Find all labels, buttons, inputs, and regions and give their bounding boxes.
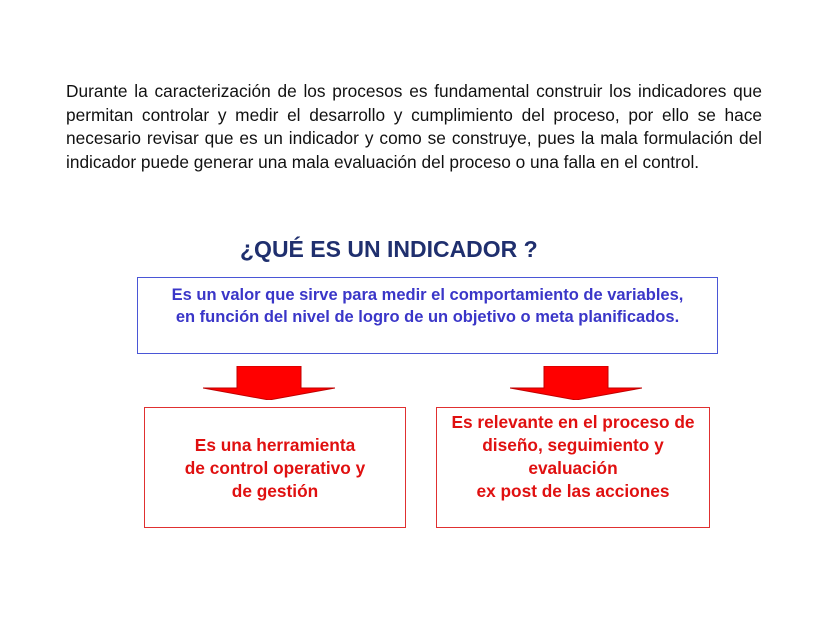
control-tool-line-1: Es una herramienta bbox=[194, 435, 356, 455]
relevance-line-2: diseño, seguimiento y bbox=[482, 435, 664, 455]
down-arrow-icon bbox=[510, 366, 642, 400]
down-arrow-icon bbox=[203, 366, 335, 400]
relevance-box bbox=[436, 407, 710, 528]
relevance-line-3: evaluación bbox=[528, 458, 618, 478]
intro-paragraph: Durante la caracterización de los procesos es fundamental construir los indicadores que permitan controlar y medir el desarrollo y cumplimiento del proceso, por ello se hace necesario revisar que es un indicador y como se construye, pues la mala formulación del indicador puede generar una mala evaluación del proceso o una falla en el control. bbox=[66, 81, 762, 172]
control-tool-box bbox=[144, 407, 406, 528]
page-title: ¿QUÉ ES UN INDICADOR ? bbox=[240, 236, 538, 262]
definition-line-2: en función del nivel de logro de un objetivo o meta planificados. bbox=[175, 308, 680, 326]
control-tool-line-3: de gestión bbox=[231, 481, 319, 501]
definition-box bbox=[137, 277, 718, 354]
definition-line-1: Es un valor que sirve para medir el comportamiento de variables, bbox=[171, 286, 684, 304]
relevance-line-1: Es relevante en el proceso de bbox=[451, 412, 695, 432]
control-tool-line-2: de control operativo y bbox=[184, 458, 366, 478]
relevance-line-4: ex post de las acciones bbox=[476, 481, 670, 501]
